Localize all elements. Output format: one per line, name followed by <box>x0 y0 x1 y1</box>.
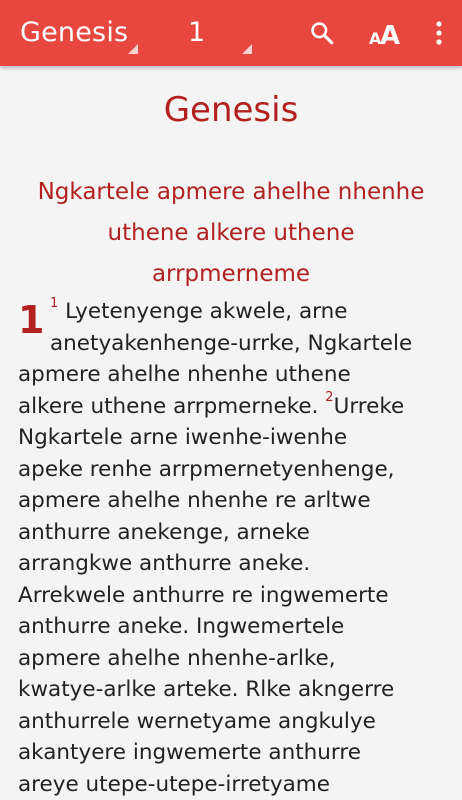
verse-line: areye utepe-utepe-irretyame <box>18 771 330 797</box>
verse-line: apmere ahelhe nhenhe-arlke, <box>18 645 336 671</box>
text-size-icon <box>368 19 402 47</box>
chapter-selector[interactable] <box>160 0 260 66</box>
book-label: Genesis <box>20 17 129 48</box>
verse-line: apmere ahelhe nhenhe re arltwe <box>18 488 371 513</box>
text-size-button[interactable] <box>361 9 409 57</box>
verse-line: anthurre anekenge, arneke <box>18 519 310 545</box>
verse-line: apmere ahelhe nhenhe uthene <box>18 362 351 387</box>
more-vert-icon <box>435 20 443 46</box>
section-heading-line: Ngkartele apmere ahelhe nhenhe <box>37 179 425 205</box>
book-title: Genesis <box>163 90 299 130</box>
verse-line: anthurre aneke. Ingwemertele <box>18 614 345 639</box>
verse-line: apeke renhe arrpmernetyenhenge, <box>18 456 395 482</box>
search-icon <box>309 20 335 46</box>
section-heading-line: arrpmerneme <box>151 261 311 287</box>
chapter-number: 1 <box>18 298 45 342</box>
verse-number: 1 <box>50 295 59 311</box>
dropdown-corner-icon <box>128 44 138 54</box>
verse-line: akantyere ingwemerte anthurre <box>18 740 361 765</box>
svg-text:A: A <box>380 21 401 47</box>
book-selector[interactable] <box>0 0 145 66</box>
verse-line: anetyakenhenge-urrke, Ngkartele <box>50 330 413 356</box>
section-heading <box>20 172 442 295</box>
verse-text <box>18 296 448 800</box>
app-toolbar <box>0 0 462 66</box>
svg-text:A: A <box>369 29 382 47</box>
dropdown-corner-icon <box>242 44 252 54</box>
overflow-menu-button[interactable] <box>416 9 462 57</box>
verse-line: anthurrele wernetyame angkulye <box>18 708 376 734</box>
verse-line: $^1$ Lyetenyenge akwele, arne <box>50 295 348 324</box>
verse-line: Ngkartele arne iwenhe-iwenhe <box>18 425 348 450</box>
section-heading-line: uthene alkere uthene <box>107 220 355 246</box>
verse-line: alkere uthene arrpmerneke. $^2$Urreke <box>18 390 405 419</box>
verse-line: Arrekwele anthurre re ingwemerte <box>18 582 389 608</box>
verse-line: arrangkwe anthurre aneke. <box>18 551 311 576</box>
verse-line: kwatye-arlke arteke. Rlke akngerre <box>18 677 395 702</box>
search-button[interactable] <box>298 9 346 57</box>
chapter-label: 1 <box>188 17 206 48</box>
verse-number: 2 <box>325 390 334 406</box>
